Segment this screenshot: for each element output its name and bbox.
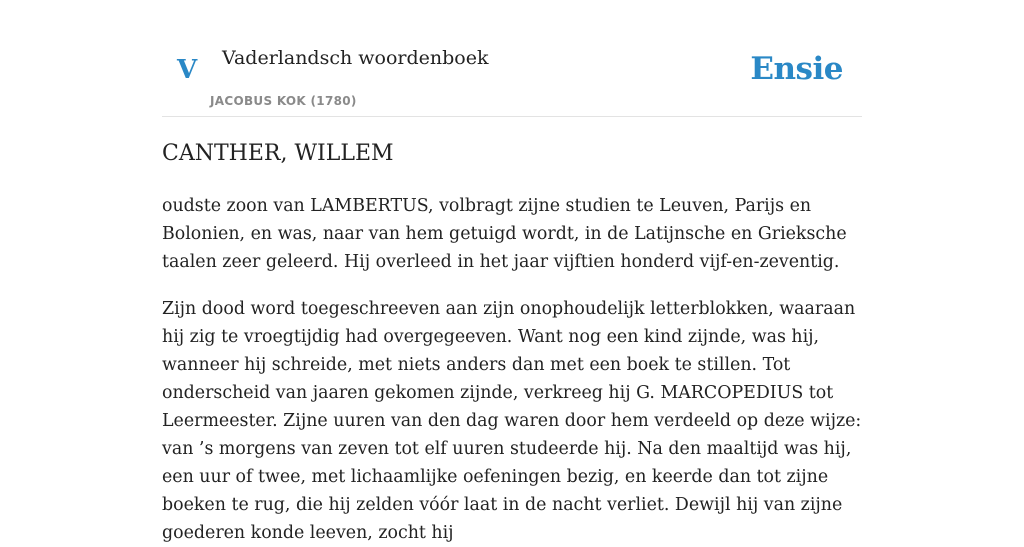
book-author: JACOBUS KOK (1780) — [210, 94, 357, 108]
entry-title: CANTHER, WILLEM — [162, 141, 394, 166]
book-title[interactable]: Vaderlandsch woordenboek — [222, 47, 489, 69]
page-header — [162, 0, 862, 117]
ensie-logo[interactable]: Ensie — [750, 51, 843, 87]
article-paragraph: Zijn dood word toegeschreeven aan zijn onophoudelijk letterblokken, waaraan hij zig te vroegtijdig had overgegeeven. Want nog een kind zijnde, was hij, wanneer hij schreide, met niets anders dan met een boek te stillen. Tot onderscheid van jaaren gekomen zijnde, verkreeg hij G. MARCOPEDIUS tot Leermeester. Zijne uuren van den dag waren door hem verdeeld op deze wijze: van ’s morgens van zeven tot elf uuren studeerde hij. Na den maaltijd was hij, een uur of twee, met lichaamlijke oefeningen bezig, en keerde dan tot zijne boeken te rug, die hij zelden vóór laat in de nacht verliet. Dewijl hij van zijne goederen konde leeven, zocht hij — [162, 299, 862, 543]
book-letter-link[interactable]: V — [177, 55, 198, 85]
article — [162, 138, 862, 547]
article-paragraph: oudste zoon van LAMBERTUS, volbragt zijne studien te Leuven, Parijs en Bolonien, en was, naar van hem getuigd wordt, in de Latijnsche en Grieksche taalen zeer geleerd. Hij overleed in het jaar vijftien honderd vijf-en-zeventig. — [162, 196, 847, 272]
